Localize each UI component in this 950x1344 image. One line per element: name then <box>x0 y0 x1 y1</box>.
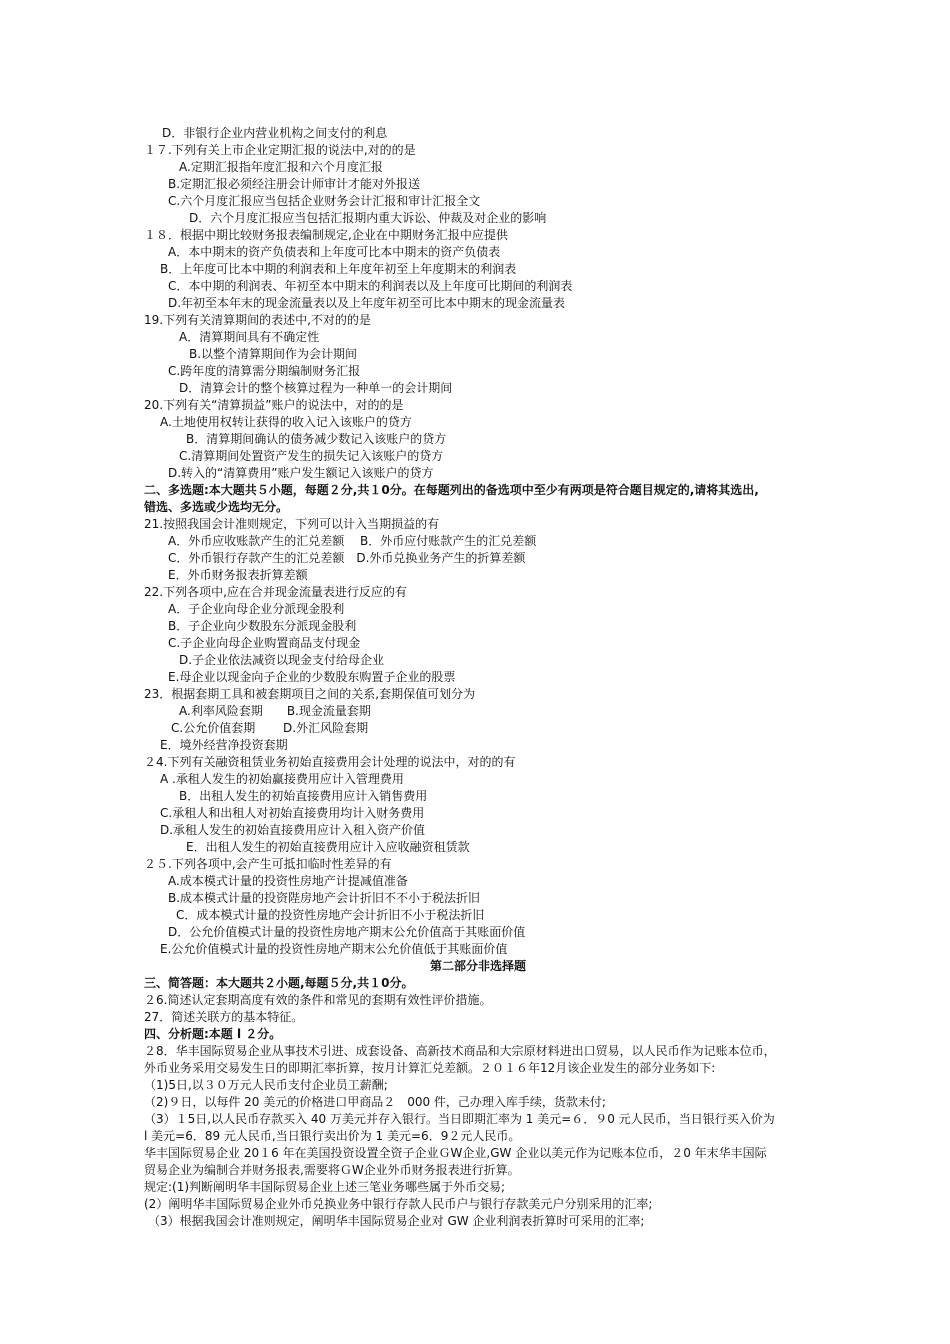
question-28-line-1: ２8．华丰国际贸易企业从事技术引进、成套设备、高新技术商品和大宗原材料进出口贸易，以人民币作为记账本位币， <box>144 1044 776 1058</box>
option-24-c: C.承租人和出租人对初始直接费用均计入财务费用 <box>160 806 425 820</box>
option-17-a: A.定期汇报指年度汇报和六个月度汇报 <box>179 160 383 174</box>
requirement-3: （3）根据我国会计准则规定，阐明华丰国际贸易企业对 GW 企业利润表折算时可采用的汇率; <box>148 1214 645 1228</box>
part-2-title: 第二部分非选择题 <box>430 959 527 973</box>
option-16-d: D．非银行企业内营业机构之间支付的利息 <box>162 126 388 140</box>
option-23-ab: A.利率风险套期 B.现金流量套期 <box>179 704 371 718</box>
option-22-d: D.子企业依法减资以现金支付给母企业 <box>179 653 385 667</box>
question-27: 27．简述关联方的基本特征。 <box>144 1010 304 1024</box>
question-17: １７.下列有关上市企业定期汇报的说法中,对的的是 <box>144 143 416 157</box>
question-26: ２6.简述认定套期高度有效的条件和常见的套期有效性评价措施。 <box>144 993 492 1007</box>
option-23-cd: C.公允价值套期 D.外汇风险套期 <box>171 721 369 735</box>
option-17-c: C.六个月度汇报应当包括企业财务会计汇报和审计汇报全文 <box>168 194 481 208</box>
section-3-heading: 三、简答题：本大题共２小题,每题５分,共１0分。 <box>144 976 414 990</box>
option-17-b: B.定期汇报必须经注册会计师审计才能对外报送 <box>168 177 421 191</box>
question-28-para-2-line-1: 华丰国际贸易企业 20１6 年在美国投资设置全资子企业ＧW企业,GW 企业以美元作为记账本位币，２0 年末华丰国际 <box>144 1146 767 1160</box>
option-22-b: B．子企业向少数股东分派现金股利 <box>168 619 357 633</box>
option-20-a: A.土地使用权转让获得的收入记入该账户的贷方 <box>160 415 412 429</box>
option-18-d: D.年初至本年末的现金流量表以及上年度年初至可比本中期末的现金流量表 <box>168 296 566 310</box>
option-19-a: A．清算期间具有不确定性 <box>179 330 320 344</box>
requirement-2: (2）阐明华丰国际贸易企业外币兑换业务中银行存款人民币户与银行存款美元户分别采用的汇率; <box>144 1197 653 1211</box>
option-21-cd: C．外币银行存款产生的汇兑差额 D.外币兑换业务产生的折算差额 <box>168 551 526 565</box>
question-22: 22.下列各项中,应在合并现金流量表进行反应的有 <box>144 585 407 599</box>
question-25: ２５.下列各项中,会产生可抵扣临时性差异的有 <box>144 857 392 871</box>
question-28-line-2: 外币业务采用交易发生日的即期汇率折算，按月计算汇兑差额。２０１６年12月该企业发生的部分业务如下: <box>144 1061 716 1075</box>
option-18-c: C．本中期的利润表、年初至本中期末的利润表以及上年度可比期间的利润表 <box>168 279 573 293</box>
option-21-ab: A．外币应收账款产生的汇兑差额 B．外币应付账款产生的汇兑差额 <box>168 534 537 548</box>
option-23-e: E．境外经营净投资套期 <box>160 738 288 752</box>
option-18-a: A．本中期末的资产负债表和上年度可比本中期末的资产负债表 <box>168 245 501 259</box>
question-24: ２4.下列有关融资租赁业务初始直接费用会计处理的说法中，对的的有 <box>144 755 516 769</box>
question-28-item-2: （2)９日，以每件 20 美元的价格进口甲商品２ 000 件，己办理入库手续，货款未付; <box>144 1095 606 1109</box>
requirement-1: 规定:(1)判断阐明华丰国际贸易企业上述三笔业务哪些属于外币交易; <box>144 1180 506 1194</box>
option-24-a: A .承租人发生的初始赢接费用应计入管理费用 <box>160 772 404 786</box>
question-19: 19.下列有关清算期间的表述中,不对的的是 <box>144 313 371 327</box>
section-2-heading: 二、多选题:本大题共５小题，每题２分,共１0分。在每题列出的备选项中至少有两项是符合题目规定的,请将其选出, <box>144 483 759 497</box>
option-20-c: C.清算期间处置资产发生的损失记入该账户的贷方 <box>179 449 444 463</box>
section-4-heading: 四、分析题:本题 l ２分。 <box>144 1027 282 1041</box>
option-25-b: B.成本模式计量的投资陛房地产会计折旧不不小于税法折旧 <box>168 891 481 905</box>
option-19-d: D．清算会计的整个核算过程为一种单一的会计期间 <box>179 381 453 395</box>
question-18: １８．根据中期比较财务报表编制规定,企业在中期财务汇报中应提供 <box>144 228 508 242</box>
option-22-c: C.子企业向母企业购置商品支付现金 <box>168 636 361 650</box>
question-20: 20.下列有关“清算损益”账户的说法中，对的的是 <box>144 398 404 412</box>
option-22-e: E.母企业以现金向子企业的少数股东购置子企业的股票 <box>168 670 456 684</box>
option-25-d: D．公允价值模式计量的投资性房地产期末公允价值高于其账面价值 <box>168 925 526 939</box>
option-22-a: A．子企业向母企业分派现金股利 <box>168 602 345 616</box>
option-20-d: D.转入的“清算费用”账户发生额记入该账户的贷方 <box>168 466 434 480</box>
question-28-item-3: （3）１5日,以人民币存款买入 40 万美元并存入银行。当日即期汇率为 1 美元=６．９0 元人民币，当日银行买入价为 <box>144 1112 775 1126</box>
question-28-para-2-line-2: 贸易企业为编制合并财务报表,需要将ＧW企业外币财务报表进行折算。 <box>144 1163 520 1177</box>
option-25-e: E.公允价值模式计量的投资性房地产期末公允价值低于其账面价值 <box>160 942 508 956</box>
option-18-b: B．上年度可比本中期的利润表和上年度年初至上年度期末的利润表 <box>160 262 517 276</box>
question-23: 23．根据套期工具和被套期项目之间的关系,套期保值可划分为 <box>144 687 476 701</box>
option-24-b: B．出租人发生的初始直接费用应计入销售费用 <box>179 789 428 803</box>
option-25-c: C．成本模式计量的投资性房地产会计折旧不小于税法折旧 <box>176 908 485 922</box>
option-19-c: C.跨年度的清算需分期编制财务汇报 <box>168 364 361 378</box>
option-24-d: D.承租人发生的初始直接费用应计入租入资产价值 <box>160 823 426 837</box>
option-24-e: E．出租人发生的初始直接费用应计入应收融资租赁款 <box>186 840 470 854</box>
option-21-e: E．外币财务报表折算差额 <box>168 568 308 582</box>
option-17-d: D．六个月度汇报应当包括汇报期内重大诉讼、仲裁及对企业的影响 <box>189 211 547 225</box>
question-28-item-3-cont: l 美元=6．89 元人民币,当日银行卖出价为 1 美元=6．9２元人民币。 <box>144 1129 521 1143</box>
question-28-item-1: （1)5日,以３０万元人民币支付企业员工薪酬; <box>144 1078 388 1092</box>
section-2-heading-cont: 错选、多选或少选均无分。 <box>144 500 289 514</box>
question-21: 21.按照我国会计准则规定，下列可以计入当期损益的有 <box>144 517 440 531</box>
option-20-b: B．清算期间确认的债务减少数记入该账户的贷方 <box>186 432 447 446</box>
option-19-b: B.以整个清算期间作为会计期间 <box>189 347 358 361</box>
option-25-a: A.成本模式计量的投资性房地产计提减值准备 <box>168 874 408 888</box>
